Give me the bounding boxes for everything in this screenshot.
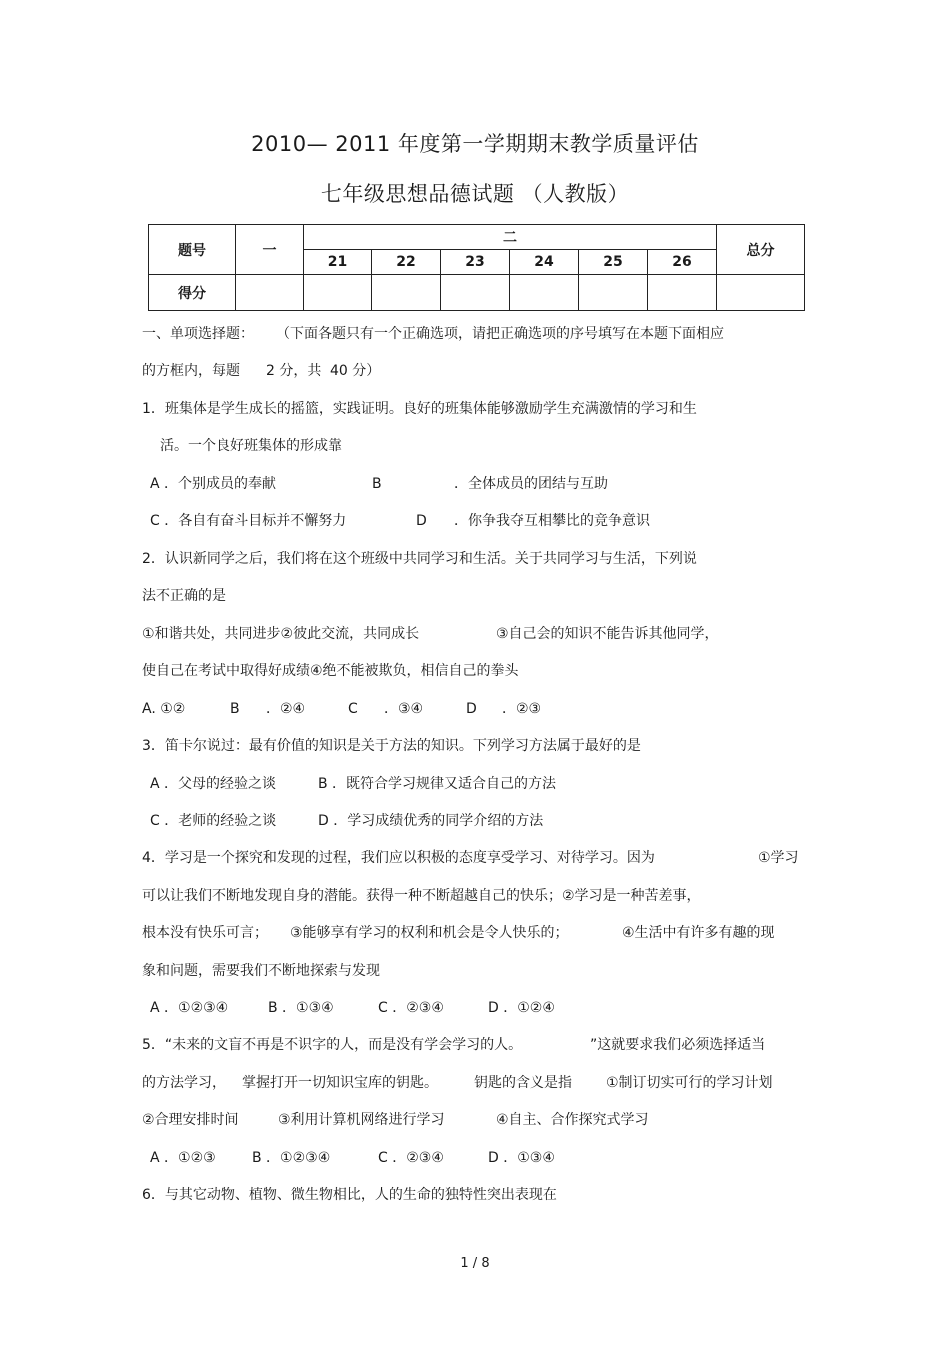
question-4-stem: 4．学习是一个探究和发现的过程，我们应以积极的态度享受学习、对待学习。因为 [142, 850, 655, 866]
question-4-stem: ①学习 [758, 850, 799, 866]
header-total: 总分 [717, 225, 805, 275]
question-2-stem: 2．认识新同学之后，我们将在这个班级中共同学习和生活。关于共同学习与生活，下列说 [142, 551, 697, 567]
question-5-stem: 掌握打开一切知识宝库的钥匙。 [242, 1075, 438, 1091]
question-2-option-c-letter: C [348, 701, 358, 717]
question-4-stem: ④生活中有许多有趣的现 [622, 925, 775, 941]
question-3-option-a: A ．父母的经验之谈 [150, 776, 277, 792]
question-1-stem: 1．班集体是学生成长的摇篮，实践证明。良好的班集体能够激励学生充满激情的学习和生 [142, 401, 697, 417]
question-3-option-b: B ．既符合学习规律又适合自己的方法 [318, 776, 557, 792]
header-q21: 21 [304, 250, 372, 275]
header-q26: 26 [648, 250, 717, 275]
row-score-label: 得分 [149, 275, 236, 311]
exam-title: 2010— 2011 年度第一学期期末教学质量评估 [251, 132, 699, 156]
section-instruction: （下面各题只有一个正确选项，请把正确选项的序号填写在本题下面相应 [276, 326, 724, 342]
question-4-stem: 根本没有快乐可言； [142, 925, 268, 941]
question-5-option-c: C ．②③④ [378, 1150, 444, 1166]
question-2-option-b: ．②④ [266, 701, 306, 717]
score-cell[interactable] [579, 275, 648, 311]
exam-subtitle: 七年级思想品德试题 （人教版） [320, 182, 630, 206]
question-3-option-c: C ．老师的经验之谈 [150, 813, 277, 829]
score-cell[interactable] [441, 275, 510, 311]
score-cell[interactable] [510, 275, 579, 311]
question-1-option-a: A ．个别成员的奉献 [150, 476, 277, 492]
header-question-number: 题号 [149, 225, 236, 275]
question-1-option-b-letter: B [372, 476, 382, 492]
question-4-option-c: C ．②③④ [378, 1000, 444, 1016]
question-1-option-d: ．你争我夺互相攀比的竞争意识 [454, 513, 650, 529]
question-2-option-a: A. ①② [142, 701, 186, 717]
question-5-stem: ②合理安排时间 [142, 1112, 239, 1128]
section-instruction: 的方框内，每题 [142, 363, 240, 379]
question-1-stem: 活。一个良好班集体的形成靠 [160, 438, 342, 454]
header-section-two: 二 [304, 225, 717, 250]
header-q22: 22 [372, 250, 441, 275]
question-2-statements: ③自己会的知识不能告诉其他同学， [496, 626, 719, 642]
question-4-stem: ③能够享有学习的权利和机会是令人快乐的； [290, 925, 569, 941]
question-2-option-d-letter: D [466, 701, 477, 717]
score-table [148, 224, 805, 311]
question-1-option-d-letter: D [416, 513, 427, 529]
page-number: 1 / 8 [460, 1256, 490, 1271]
question-1-option-b: ．全体成员的团结与互助 [454, 476, 608, 492]
question-5-option-a: A ．①②③ [150, 1150, 216, 1166]
question-4-stem: 可以让我们不断地发现自身的潜能。获得一种不断超越自己的快乐；②学习是一种苦差事， [142, 888, 701, 904]
question-2-statements: ①和谐共处，共同进步②彼此交流，共同成长 [142, 626, 420, 642]
question-5-stem: ”这就要求我们必须选择适当 [590, 1037, 766, 1053]
question-4-option-b: B ．①③④ [268, 1000, 334, 1016]
question-2-option-d: ．②③ [502, 701, 542, 717]
question-5-stem: 5．“未来的文盲不再是不识字的人，而是没有学会学习的人。 [142, 1037, 523, 1053]
header-q24: 24 [510, 250, 579, 275]
header-section-one: 一 [236, 225, 304, 275]
question-6-stem: 6．与其它动物、植物、微生物相比，人的生命的独特性突出表现在 [142, 1187, 557, 1203]
section-heading: 一、单项选择题： [142, 326, 254, 342]
question-2-stem: 法不正确的是 [142, 588, 226, 604]
score-cell[interactable] [304, 275, 372, 311]
question-2-option-c: ．③④ [384, 701, 424, 717]
question-3-stem: 3．笛卡尔说过：最有价值的知识是关于方法的知识。下列学习方法属于最好的是 [142, 738, 641, 754]
question-5-stem: ③利用计算机网络进行学习 [278, 1112, 445, 1128]
section-instruction: 2 分，共 [266, 363, 322, 379]
question-4-option-a: A ．①②③④ [150, 1000, 229, 1016]
score-cell[interactable] [372, 275, 441, 311]
question-1-option-c: C ．各自有奋斗目标并不懈努力 [150, 513, 347, 529]
header-q25: 25 [579, 250, 648, 275]
question-5-option-b: B ．①②③④ [252, 1150, 331, 1166]
question-5-stem: ④自主、合作探究式学习 [496, 1112, 649, 1128]
score-cell[interactable] [648, 275, 717, 311]
question-2-option-b-letter: B [230, 701, 240, 717]
score-cell[interactable] [717, 275, 805, 311]
question-5-stem: 钥匙的含义是指 [474, 1075, 572, 1091]
question-5-option-d: D ．①③④ [488, 1150, 555, 1166]
question-5-stem: ①制订切实可行的学习计划 [606, 1075, 773, 1091]
question-3-option-d: D ．学习成绩优秀的同学介绍的方法 [318, 813, 544, 829]
question-2-statements: 使自己在考试中取得好成绩④绝不能被欺负，相信自己的拳头 [142, 663, 519, 679]
score-cell[interactable] [236, 275, 304, 311]
question-4-option-d: D ．①②④ [488, 1000, 555, 1016]
header-q23: 23 [441, 250, 510, 275]
section-instruction: 40 分） [330, 363, 381, 379]
question-4-stem: 象和问题，需要我们不断地探索与发现 [142, 963, 380, 979]
question-5-stem: 的方法学习， [142, 1075, 226, 1091]
